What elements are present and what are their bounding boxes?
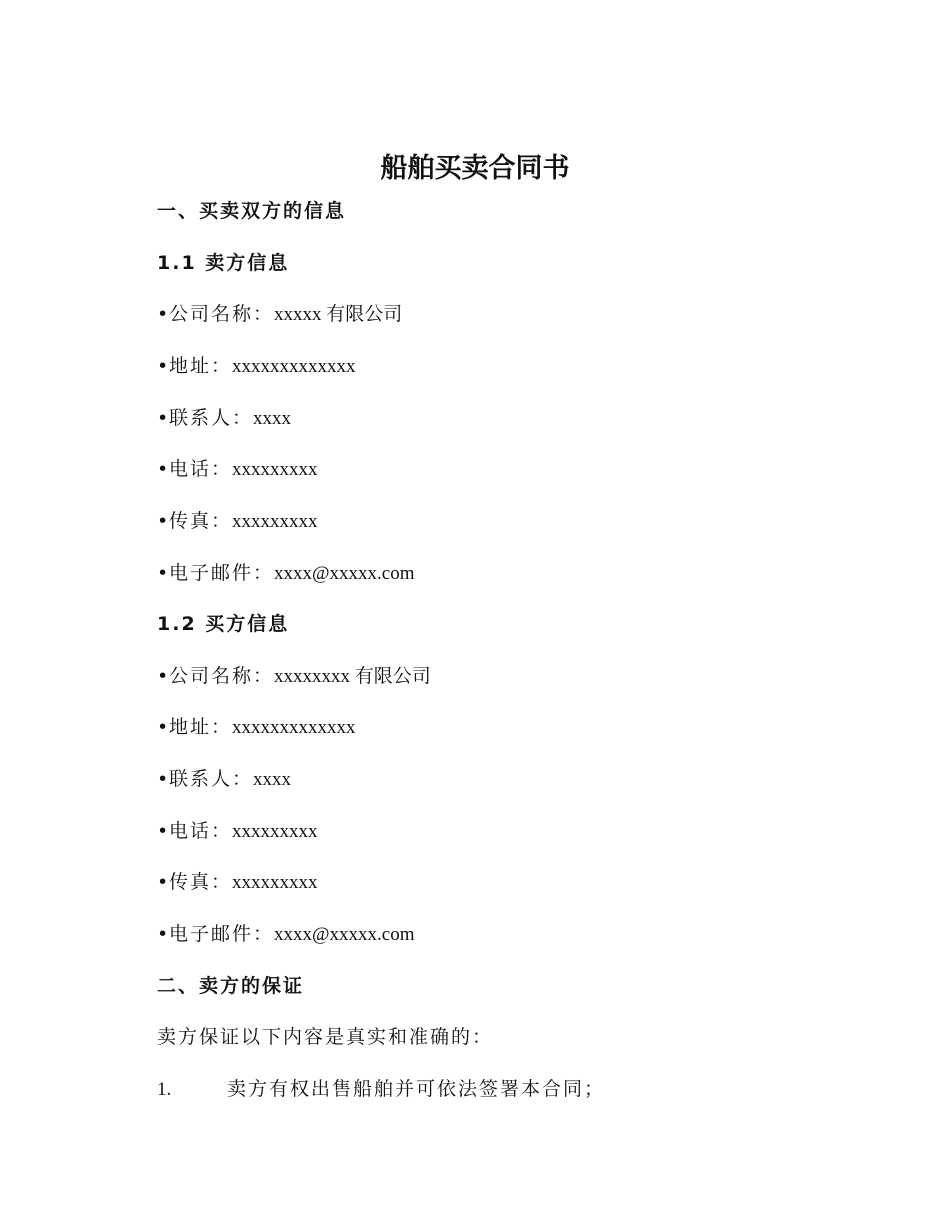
- field-label: 电话：: [169, 820, 233, 842]
- field-label: 传真：: [169, 871, 233, 893]
- field-value: xxxxxxxxxxxxx: [232, 356, 356, 377]
- buyer-company-name: [157, 662, 431, 691]
- buyer-contact: [157, 765, 291, 794]
- field-label: 公司名称：: [169, 303, 275, 325]
- field-label: 联系人：: [169, 407, 254, 429]
- field-label: 联系人：: [169, 768, 254, 790]
- section-2-intro: 卖方保证以下内容是真实和准确的：: [157, 1026, 494, 1048]
- bullet-icon: •: [157, 458, 169, 480]
- field-label: 电话：: [169, 458, 233, 480]
- field-value: xxxx: [253, 408, 292, 429]
- field-label: 公司名称：: [169, 665, 275, 687]
- item-text: 卖方有权出售船舶并可依法签署本合同；: [227, 1078, 606, 1100]
- field-label: 电子邮件：: [169, 923, 275, 945]
- bullet-icon: •: [157, 923, 169, 945]
- seller-address: [157, 352, 356, 381]
- bullet-icon: •: [157, 562, 169, 584]
- buyer-info-heading: 1.2 买方信息: [157, 613, 290, 635]
- seller-email: [157, 559, 414, 588]
- field-value: xxxxxxxxx: [232, 511, 318, 532]
- document-title: 船舶买卖合同书: [380, 153, 570, 184]
- field-label: 电子邮件：: [169, 562, 275, 584]
- bullet-icon: •: [157, 768, 169, 790]
- seller-info-heading: 1.1 卖方信息: [157, 252, 290, 274]
- buyer-address: [157, 713, 356, 742]
- field-value: xxxxxxxxx: [232, 821, 318, 842]
- bullet-icon: •: [157, 303, 169, 325]
- field-label: 地址：: [169, 716, 233, 738]
- field-label: 地址：: [169, 355, 233, 377]
- seller-fax: [157, 507, 318, 536]
- field-value: xxxx: [253, 769, 292, 790]
- field-label: 传真：: [169, 510, 233, 532]
- bullet-icon: •: [157, 665, 169, 687]
- bullet-icon: •: [157, 355, 169, 377]
- field-value: xxxxxxxxx: [232, 872, 318, 893]
- field-value: xxxxxxxxxxxxx: [232, 717, 356, 738]
- bullet-icon: •: [157, 820, 169, 842]
- field-value: xxxxx 有限公司: [274, 304, 403, 325]
- bullet-icon: •: [157, 716, 169, 738]
- section-2-heading: 二、卖方的保证: [157, 975, 305, 997]
- buyer-phone: [157, 817, 318, 846]
- section-1-heading: 一、买卖双方的信息: [157, 200, 347, 222]
- buyer-email: [157, 920, 414, 949]
- numbered-item: [157, 1075, 605, 1104]
- seller-phone: [157, 455, 318, 484]
- bullet-icon: •: [157, 871, 169, 893]
- seller-company-name: [157, 300, 402, 329]
- field-value: xxxxxxxx 有限公司: [274, 666, 431, 687]
- buyer-fax: [157, 868, 318, 897]
- bullet-icon: •: [157, 407, 169, 429]
- item-number: 1.: [157, 1079, 172, 1100]
- field-value: xxxx@xxxxx.com: [274, 563, 415, 584]
- bullet-icon: •: [157, 510, 169, 532]
- seller-contact: [157, 404, 291, 433]
- field-value: xxxx@xxxxx.com: [274, 924, 415, 945]
- field-value: xxxxxxxxx: [232, 459, 318, 480]
